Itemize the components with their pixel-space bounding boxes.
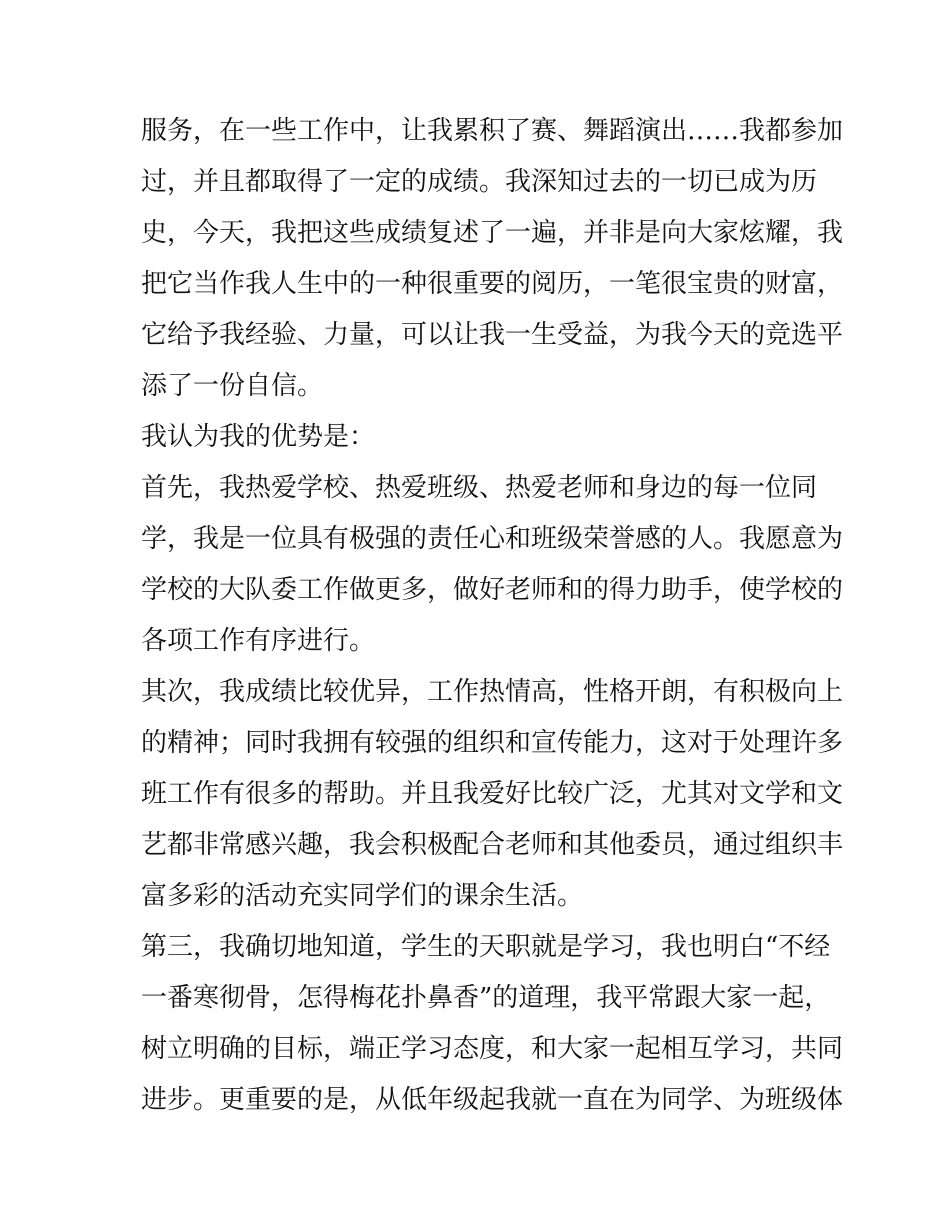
text-line: 把它当作我人生中的一种很重要的阅历，一笔很宝贵的财富， (141, 269, 844, 299)
text-line: 它给予我经验、力量，可以让我一生受益，为我今天的竞选平 (141, 320, 844, 350)
text-line: 各项工作有序进行。 (141, 626, 376, 656)
text-line: 第三，我确切地知道，学生的天职就是学习，我也明白“不经 (141, 932, 831, 962)
text-line: 进步。更重要的是，从低年级起我就一直在为同学、为班级体 (141, 1085, 844, 1115)
text-line: 服务，在一些工作中，让我累积了赛、舞蹈演出……我都参加 (141, 116, 844, 146)
text-line: 史，今天，我把这些成绩复述了一遍，并非是向大家炫耀，我 (141, 218, 844, 248)
text-line: 其次，我成绩比较优异，工作热情高，性格开朗，有积极向上 (141, 677, 844, 707)
text-line: 学，我是一位具有极强的责任心和班级荣誉感的人。我愿意为 (141, 524, 844, 554)
text-line: 学校的大队委工作做更多，做好老师和的得力助手，使学校的 (141, 575, 844, 605)
text-line: 过，并且都取得了一定的成绩。我深知过去的一切已成为历 (141, 167, 818, 197)
text-line: 树立明确的目标，端正学习态度，和大家一起相互学习，共同 (141, 1034, 844, 1064)
text-line: 我认为我的优势是： (141, 422, 376, 452)
text-line: 添了一份自信。 (141, 371, 324, 401)
text-line: 的精神；同时我拥有较强的组织和宣传能力，这对于处理许多 (141, 728, 844, 758)
document-body (141, 106, 844, 1126)
text-line: 富多彩的活动充实同学们的课余生活。 (141, 881, 584, 911)
text-line: 班工作有很多的帮助。并且我爱好比较广泛，尤其对文学和文 (141, 779, 844, 809)
text-line: 一番寒彻骨，怎得梅花扑鼻香”的道理，我平常跟大家一起， (141, 983, 831, 1013)
text-line: 艺都非常感兴趣，我会积极配合老师和其他委员，通过组织丰 (141, 830, 844, 860)
text-line: 首先，我热爱学校、热爱班级、热爱老师和身边的每一位同 (141, 473, 818, 503)
